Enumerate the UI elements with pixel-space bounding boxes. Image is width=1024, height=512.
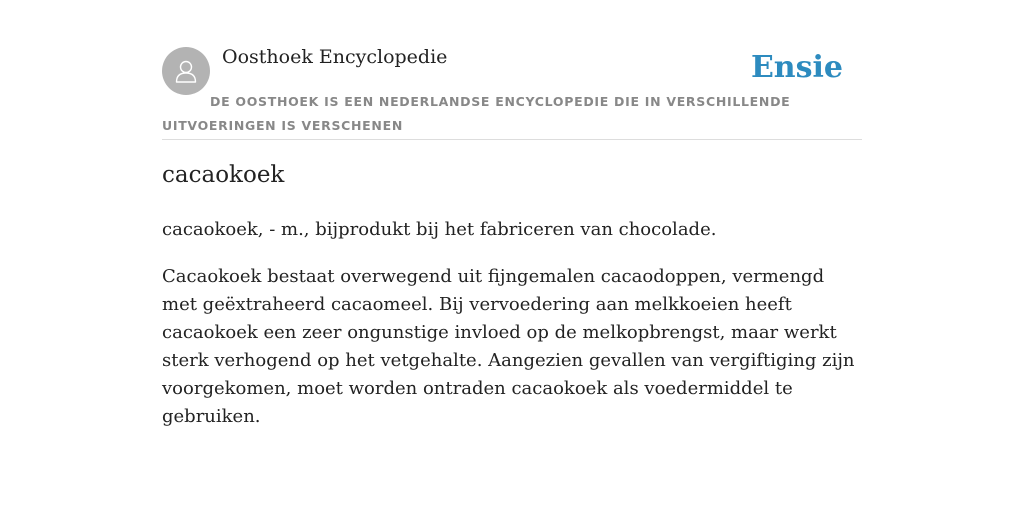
entry-definition: cacaokoek, - m., bijprodukt bij het fabriceren van chocolade. [162,219,717,240]
source-name[interactable]: Oosthoek Encyclopedie [222,46,448,68]
brand-logo-link[interactable]: Ensie [750,50,843,85]
entry-body: Cacaokoek bestaat overwegend uit fijngemalen cacaodoppen, vermengd met geëxtraheerd cacaomeel. Bij vervoedering aan melkkoeien heeft cacaokoek een zeer ongunstige invloed op de melkopbrengst, maar werkt sterk verhogend op het vetgehalte. Aangezien gevallen van vergiftiging zijn voorgekomen, moet worden ontraden cacaokoek als voedermiddel te gebruiken. [162,266,855,427]
source-header [162,0,862,140]
source-description: DE OOSTHOEK IS EEN NEDERLANDSE ENCYCLOPEDIE DIE IN VERSCHILLENDE UITVOERINGEN IS VERSCHENEN [162,94,791,133]
entry-title: cacaokoek [162,162,285,188]
avatar[interactable] [162,47,210,95]
user-icon [171,56,201,86]
page [162,0,862,427]
